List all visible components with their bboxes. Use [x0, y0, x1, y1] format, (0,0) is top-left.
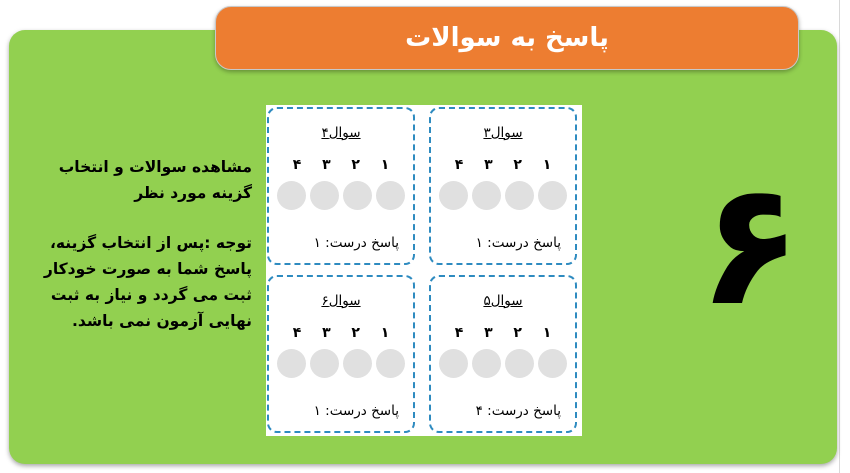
- option-radio-1[interactable]: [376, 349, 405, 378]
- option-radio-3[interactable]: [310, 349, 339, 378]
- option-numbers: [283, 157, 399, 173]
- correct-answer: [279, 235, 399, 251]
- option-number-4: ۴: [292, 325, 302, 341]
- option-number-3: ۳: [322, 157, 331, 173]
- option-number-3: ۳: [484, 325, 493, 341]
- option-radio-3[interactable]: [472, 181, 501, 210]
- correct-answer-label: پاسخ درست:: [487, 235, 561, 251]
- question-title: سوال۵: [483, 293, 523, 309]
- option-radio-4[interactable]: [277, 181, 306, 210]
- correct-answer: [279, 403, 399, 419]
- question-card-5: [429, 275, 577, 433]
- correct-answer-value: ۱: [475, 235, 483, 251]
- page-title: پاسخ به سوالات: [405, 23, 609, 53]
- correct-answer-label: پاسخ درست:: [325, 235, 399, 251]
- instructions-text: [22, 154, 252, 334]
- option-number-2: ۲: [351, 157, 360, 173]
- option-number-2: ۲: [513, 325, 522, 341]
- option-number-2: ۲: [351, 325, 360, 341]
- correct-answer: [441, 403, 561, 419]
- option-numbers: [445, 325, 561, 341]
- option-choices: [439, 349, 567, 378]
- option-choices: [277, 349, 405, 378]
- page-edge-line: [839, 0, 840, 473]
- option-numbers: [283, 325, 399, 341]
- question-card-3: [429, 107, 577, 265]
- option-choices: [439, 181, 567, 210]
- step-number: ۶: [698, 146, 802, 344]
- correct-answer-value: ۴: [475, 403, 483, 419]
- option-radio-4[interactable]: [439, 349, 468, 378]
- option-radio-2[interactable]: [505, 349, 534, 378]
- option-radio-3[interactable]: [310, 181, 339, 210]
- instruction-paragraph-1: مشاهده سوالات و انتخاب گزینه مورد نظر: [58, 158, 252, 202]
- option-radio-4[interactable]: [439, 181, 468, 210]
- option-number-1: ۱: [542, 325, 552, 341]
- option-radio-2[interactable]: [343, 349, 372, 378]
- header-banner: [215, 6, 799, 70]
- question-card-6: [267, 275, 415, 433]
- option-number-1: ۱: [380, 157, 390, 173]
- option-number-2: ۲: [513, 157, 522, 173]
- correct-answer-value: ۱: [313, 403, 321, 419]
- option-radio-1[interactable]: [376, 181, 405, 210]
- option-radio-4[interactable]: [277, 349, 306, 378]
- option-number-1: ۱: [380, 325, 390, 341]
- option-number-3: ۳: [484, 157, 493, 173]
- question-card-4: [267, 107, 415, 265]
- option-choices: [277, 181, 405, 210]
- instruction-paragraph-2: توجه :پس از انتخاب گزینه، پاسخ شما به صورت خودکار ثبت می گردد و نیاز به ثبت نهایی آزمون نمی باشد.: [43, 234, 252, 330]
- correct-answer-label: پاسخ درست:: [487, 403, 561, 419]
- question-title: سوال۳: [483, 125, 523, 141]
- question-title: سوال۴: [321, 125, 361, 141]
- option-number-4: ۴: [454, 325, 464, 341]
- option-number-4: ۴: [454, 157, 464, 173]
- option-number-4: ۴: [292, 157, 302, 173]
- correct-answer-label: پاسخ درست:: [325, 403, 399, 419]
- option-radio-2[interactable]: [343, 181, 372, 210]
- option-radio-1[interactable]: [538, 349, 567, 378]
- correct-answer: [441, 235, 561, 251]
- correct-answer-value: ۱: [313, 235, 321, 251]
- option-number-3: ۳: [322, 325, 331, 341]
- option-number-1: ۱: [542, 157, 552, 173]
- option-radio-3[interactable]: [472, 349, 501, 378]
- option-radio-1[interactable]: [538, 181, 567, 210]
- option-numbers: [445, 157, 561, 173]
- option-radio-2[interactable]: [505, 181, 534, 210]
- question-title: سوال۶: [321, 293, 361, 309]
